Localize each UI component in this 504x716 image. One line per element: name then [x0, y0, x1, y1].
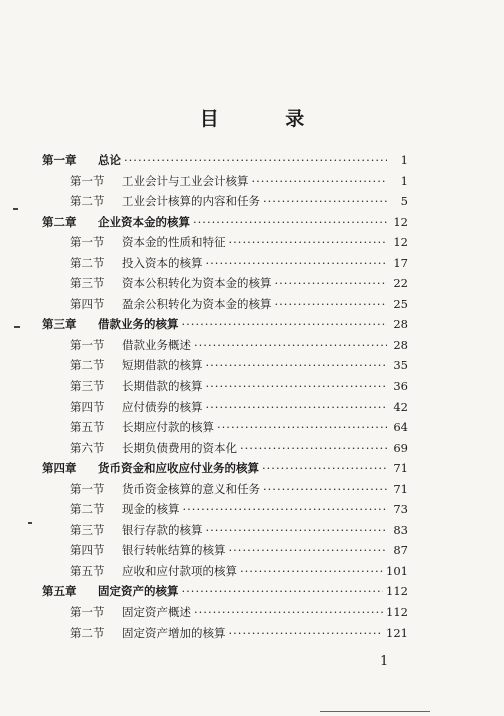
toc-section-entry — [42, 625, 408, 646]
entry-title: 企业资本金的核算 — [98, 214, 190, 229]
entry-number: 第二节 — [70, 194, 105, 209]
toc-section-entry — [42, 275, 408, 296]
entry-page: 73 — [393, 502, 408, 517]
entry-title: 资本金的性质和特征 — [122, 235, 226, 250]
entry-page: 112 — [386, 584, 408, 599]
dot-leader — [206, 379, 388, 393]
dot-leader — [194, 605, 383, 619]
entry-title: 应收和应付款项的核算 — [122, 563, 237, 578]
entry-title: 固定资产增加的核算 — [122, 625, 226, 640]
entry-title: 银行转帐结算的核算 — [122, 543, 226, 558]
dot-leader — [263, 482, 387, 496]
table-of-contents — [42, 152, 408, 645]
entry-page: 71 — [393, 481, 408, 496]
entry-title: 货币资金核算的意义和任务 — [122, 481, 260, 496]
dot-leader — [194, 338, 387, 352]
entry-page: 112 — [386, 605, 408, 620]
toc-section-entry — [42, 399, 408, 420]
entry-number: 第一节 — [70, 235, 105, 250]
dot-leader — [275, 276, 388, 290]
entry-number: 第一节 — [70, 337, 105, 352]
toc-chapter-entry — [42, 152, 408, 173]
toc-section-entry — [42, 563, 408, 584]
dot-leader — [240, 564, 383, 578]
toc-section-entry — [42, 522, 408, 543]
entry-page: 83 — [393, 522, 408, 537]
toc-section-entry — [42, 357, 408, 378]
toc-section-entry — [42, 378, 408, 399]
dot-leader — [206, 523, 388, 537]
entry-page: 28 — [393, 337, 408, 352]
entry-number: 第五节 — [70, 563, 105, 578]
entry-title: 工业会计核算的内容和任务 — [122, 194, 260, 209]
entry-title: 固定资产的核算 — [98, 584, 179, 599]
dot-leader — [262, 461, 387, 475]
dot-leader — [229, 626, 384, 640]
dot-leader — [183, 502, 388, 516]
entry-number: 第三节 — [70, 276, 105, 291]
entry-title: 借款业务概述 — [122, 337, 191, 352]
entry-page: 17 — [393, 255, 408, 270]
dot-leader — [217, 420, 387, 434]
toc-chapter-entry — [42, 460, 408, 481]
entry-title: 投入资本的核算 — [122, 255, 203, 270]
entry-page: 87 — [393, 543, 408, 558]
entry-title: 长期应付款的核算 — [122, 420, 214, 435]
dot-leader — [182, 317, 388, 331]
entry-title: 长期借款的核算 — [122, 379, 203, 394]
entry-title: 借款业务的核算 — [98, 317, 179, 332]
entry-title: 短期借款的核算 — [122, 358, 203, 373]
entry-page: 42 — [393, 399, 408, 414]
page-title: 目 录 — [199, 108, 335, 130]
dot-leader — [206, 400, 388, 414]
entry-page: 64 — [393, 420, 408, 435]
entry-number: 第二节 — [70, 255, 105, 270]
toc-chapter-entry — [42, 214, 408, 235]
scan-speck — [13, 208, 18, 210]
toc-chapter-entry — [42, 316, 408, 337]
dot-leader — [275, 297, 388, 311]
entry-title: 货币资金和应收应付业务的核算 — [98, 461, 259, 476]
toc-section-entry — [42, 193, 408, 214]
entry-number: 第五节 — [70, 420, 105, 435]
dot-leader — [206, 256, 388, 270]
entry-number: 第三章 — [42, 317, 77, 332]
entry-number: 第二章 — [42, 214, 77, 229]
toc-section-entry — [42, 337, 408, 358]
entry-number: 第六节 — [70, 440, 105, 455]
toc-section-entry — [42, 419, 408, 440]
dot-leader — [206, 358, 388, 372]
entry-number: 第二节 — [70, 358, 105, 373]
scan-speck — [28, 522, 32, 524]
entry-page: 22 — [393, 276, 408, 291]
entry-page: 12 — [393, 235, 408, 250]
entry-title: 盈余公积转化为资本金的核算 — [122, 296, 272, 311]
dot-leader — [124, 153, 387, 167]
entry-title: 长期负债费用的资本化 — [122, 440, 237, 455]
entry-page: 69 — [393, 440, 408, 455]
entry-title: 工业会计与工业会计核算 — [122, 173, 249, 188]
dot-leader — [263, 194, 387, 208]
toc-section-entry — [42, 604, 408, 625]
entry-title: 资本公积转化为资本金的核算 — [122, 276, 272, 291]
entry-page: 1 — [400, 153, 408, 167]
dot-leader — [240, 441, 387, 455]
scan-speck — [320, 711, 430, 712]
entry-number: 第一节 — [70, 173, 105, 188]
toc-section-entry — [42, 255, 408, 276]
entry-title: 应付债券的核算 — [122, 399, 203, 414]
toc-section-entry — [42, 440, 408, 461]
entry-number: 第四节 — [70, 296, 105, 311]
entry-page: 25 — [393, 296, 408, 311]
entry-page: 28 — [393, 317, 408, 332]
scan-speck — [14, 326, 20, 328]
entry-number: 第四章 — [42, 461, 77, 476]
toc-section-entry — [42, 173, 408, 194]
page-number: 1 — [380, 654, 389, 669]
entry-number: 第三节 — [70, 522, 105, 537]
entry-number: 第四节 — [70, 399, 105, 414]
dot-leader — [229, 235, 388, 249]
dot-leader — [193, 215, 387, 229]
dot-leader — [229, 543, 388, 557]
dot-leader — [252, 174, 388, 188]
entry-number: 第五章 — [42, 584, 77, 599]
dot-leader — [182, 584, 384, 598]
entry-page: 1 — [400, 173, 408, 188]
entry-number: 第三节 — [70, 379, 105, 394]
entry-number: 第一节 — [70, 605, 105, 620]
toc-chapter-entry — [42, 583, 408, 604]
entry-title: 固定资产概述 — [122, 605, 191, 620]
entry-page: 121 — [386, 625, 408, 640]
entry-title: 总论 — [98, 153, 121, 167]
entry-page: 12 — [393, 214, 408, 229]
toc-section-entry — [42, 481, 408, 502]
entry-page: 5 — [400, 194, 408, 209]
entry-page: 35 — [393, 358, 408, 373]
entry-page: 101 — [386, 563, 408, 578]
entry-title: 现金的核算 — [122, 502, 180, 517]
entry-number: 第二节 — [70, 625, 105, 640]
entry-title: 银行存款的核算 — [122, 522, 203, 537]
entry-number: 第一章 — [42, 153, 77, 167]
toc-section-entry — [42, 501, 408, 522]
toc-section-entry — [42, 542, 408, 563]
entry-page: 71 — [393, 461, 408, 476]
toc-section-entry — [42, 234, 408, 255]
toc-section-entry — [42, 296, 408, 317]
entry-number: 第一节 — [70, 481, 105, 496]
entry-page: 36 — [393, 379, 408, 394]
entry-number: 第四节 — [70, 543, 105, 558]
entry-number: 第二节 — [70, 502, 105, 517]
